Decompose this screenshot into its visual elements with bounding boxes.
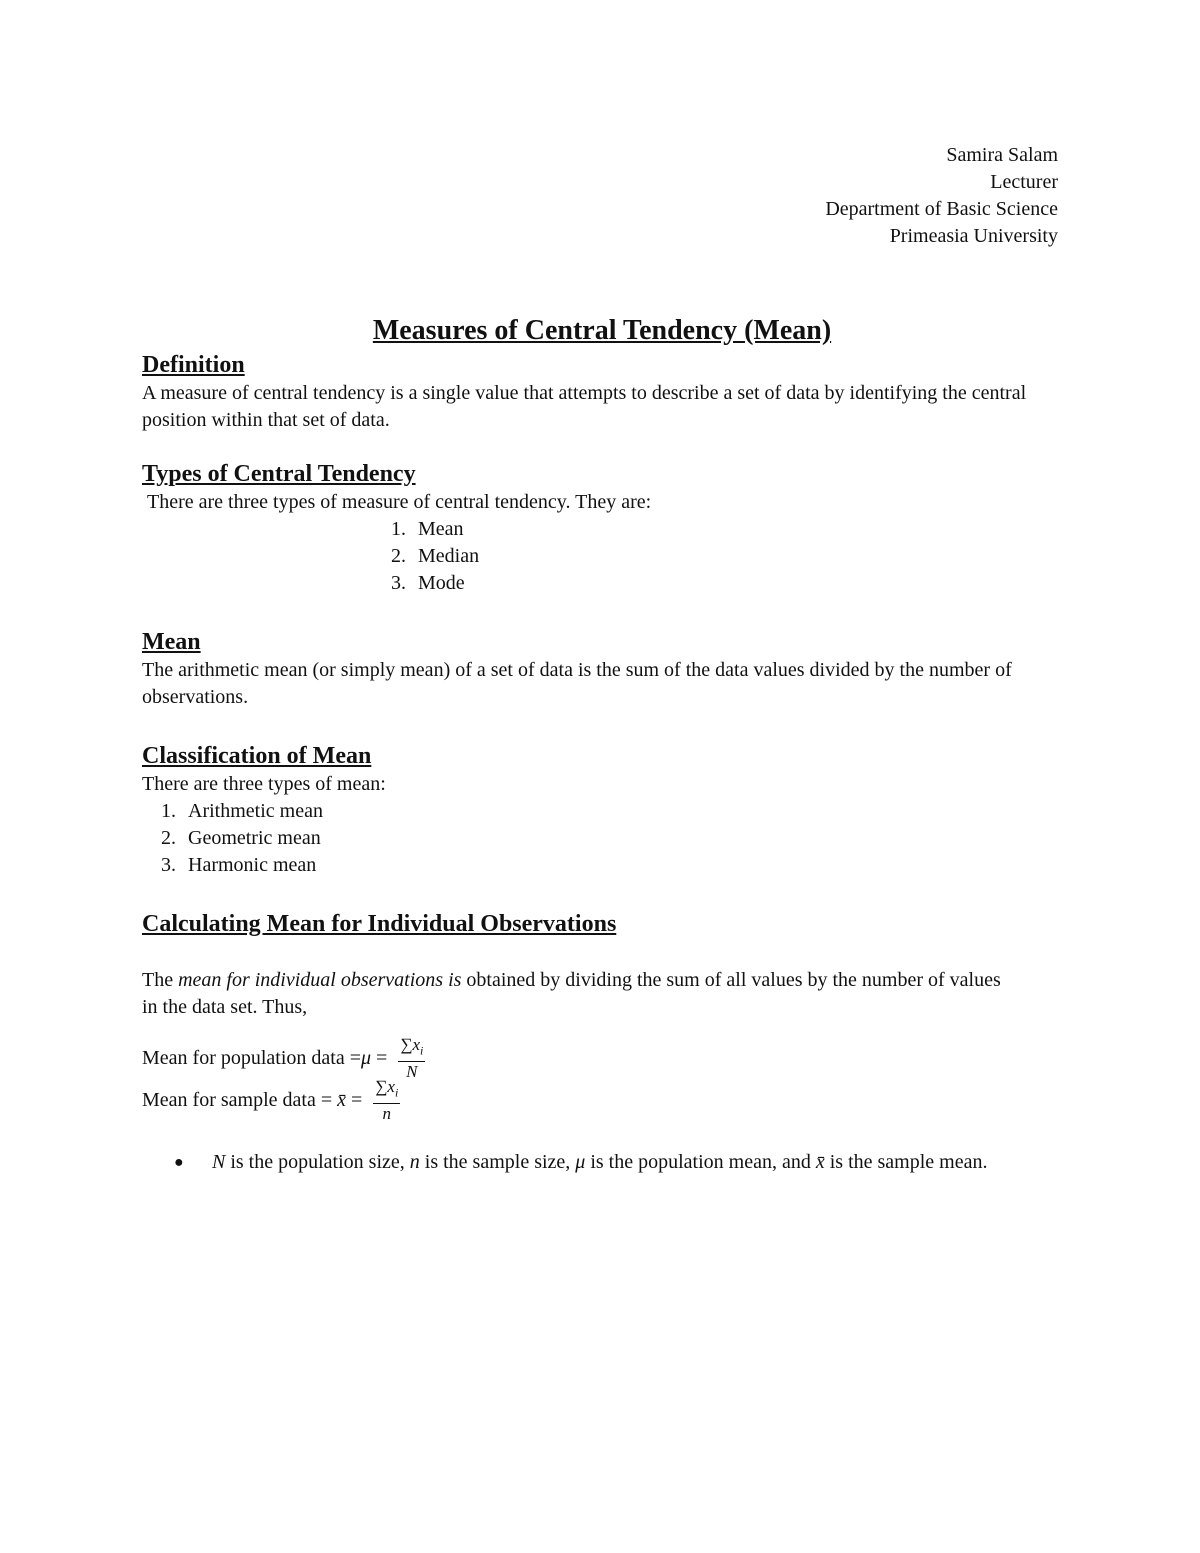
author-department: Department of Basic Science: [825, 198, 1058, 220]
classification-list: [152, 798, 1062, 879]
text-span: The: [142, 969, 179, 991]
fraction-numerator: [398, 1035, 425, 1061]
individual-text: [142, 967, 1002, 1021]
list-item: [382, 516, 1062, 543]
types-list: [382, 516, 1062, 597]
fraction-denominator: N: [406, 1061, 418, 1081]
population-formula: [142, 1037, 1062, 1079]
equals-sign: =: [371, 1046, 393, 1069]
sample-formula: [142, 1079, 1062, 1121]
types-intro: There are three types of measure of central tendency. They are:: [147, 491, 652, 513]
text-span: is the population size,: [225, 1151, 410, 1173]
mean-text: The arithmetic mean (or simply mean) of a set of data is the sum of the data values divided by the number of observations.: [142, 659, 1012, 708]
author-name: Samira Salam: [946, 144, 1058, 166]
list-item: [152, 798, 1062, 825]
math-var: μ: [575, 1151, 586, 1173]
sum-symbol: ∑x: [400, 1035, 420, 1055]
list-label: Harmonic mean: [188, 854, 317, 876]
list-item: [152, 825, 1062, 852]
sample-fraction: [373, 1077, 400, 1122]
list-number: 1.: [161, 800, 176, 822]
author-position: Lecturer: [990, 171, 1058, 193]
mu-symbol: μ: [361, 1046, 372, 1069]
classification-heading: Classification of Mean: [142, 743, 372, 769]
bullet-item: [174, 1149, 1062, 1176]
sum-symbol: ∑x: [375, 1077, 395, 1097]
equals-sign: =: [346, 1088, 368, 1111]
definition-text: A measure of central tendency is a single value that attempts to describe a set of data by identifying the central position within that set of data.: [142, 382, 1027, 431]
formula-label: Mean for sample data =: [142, 1088, 338, 1111]
math-var: N: [212, 1151, 226, 1173]
list-number: 1.: [391, 518, 406, 540]
bullet-text: [212, 1149, 1012, 1176]
individual-heading: Calculating Mean for Individual Observations: [142, 911, 617, 937]
math-var: x̄: [815, 1151, 825, 1173]
text-span: obtained by dividing the sum of all values by the number of values in the data set. Thus,: [142, 969, 1001, 1018]
document-content: [142, 313, 1062, 1176]
text-span: is the sample size,: [419, 1151, 576, 1173]
page-title: Measures of Central Tendency (Mean): [372, 315, 832, 346]
subscript: i: [420, 1043, 424, 1058]
author-block: [825, 142, 1058, 250]
xbar-symbol: x̄: [337, 1088, 346, 1111]
text-span: is the population mean, and: [585, 1151, 816, 1173]
list-item: [382, 543, 1062, 570]
list-number: 2.: [161, 827, 176, 849]
list-label: Median: [418, 545, 480, 567]
list-number: 3.: [391, 572, 406, 594]
list-item: [382, 570, 1062, 597]
population-fraction: [398, 1035, 425, 1080]
list-number: 3.: [161, 854, 176, 876]
classification-intro: There are three types of mean:: [142, 773, 386, 795]
fraction-denominator: n: [382, 1103, 392, 1123]
bullet-icon: ●: [174, 1154, 184, 1171]
text-span: is the sample mean.: [824, 1151, 988, 1173]
subscript: i: [394, 1085, 399, 1100]
italic-text: mean for individual observations is: [178, 969, 462, 991]
types-heading: Types of Central Tendency: [142, 461, 416, 487]
definition-heading: Definition: [142, 352, 245, 378]
mean-heading: Mean: [142, 629, 201, 655]
list-label: Arithmetic mean: [188, 800, 323, 822]
fraction-numerator: [373, 1077, 400, 1103]
list-label: Mode: [418, 572, 465, 594]
formula-label: Mean for population data =: [142, 1046, 361, 1069]
list-item: [152, 852, 1062, 879]
list-number: 2.: [391, 545, 406, 567]
list-label: Mean: [418, 518, 464, 540]
author-university: Primeasia University: [889, 225, 1058, 247]
math-var: n: [409, 1151, 420, 1173]
list-label: Geometric mean: [188, 827, 321, 849]
